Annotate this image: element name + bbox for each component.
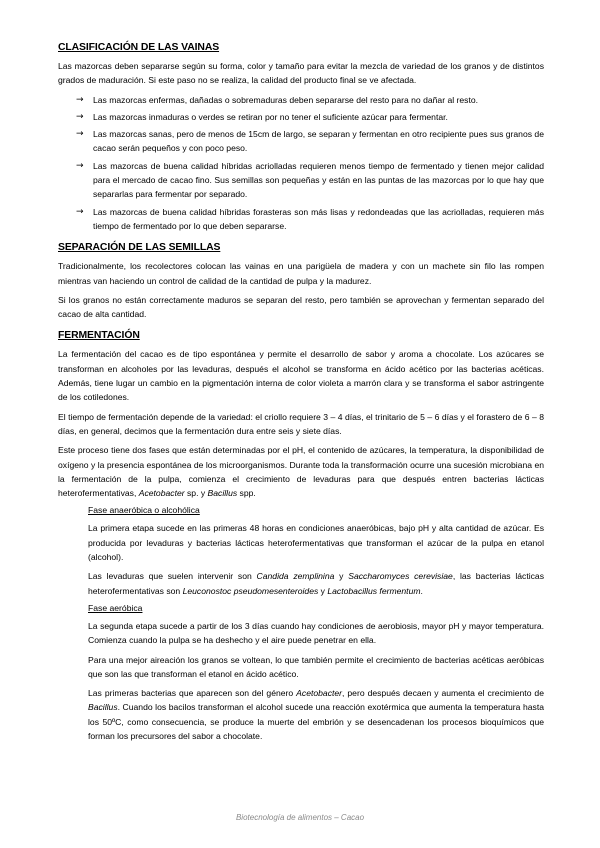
section-fermentacion [58,330,544,743]
text-run: Este proceso tiene dos fases que están determinadas por el pH, el contenido de azúcares, la temperatura, la disponibilidad de oxígeno y la presencia espontánea de los microorganismos. Durante toda la transformación ocurre una sucesión microbiana en la fermentación de la pulpa, comienza el crecimiento de levaduras para que después entren bacterias lácticas heterofermentativas, [58,445,544,499]
paragraph: La primera etapa sucede en las primeras 48 horas en condiciones anaeróbicas, bajo pH y alta cantidad de azúcar. Es producida por levaduras y bacterias lácticas heterofermentativas que transforman el azúcar de la pulpa en etanol (alcohol). [88,523,544,563]
text-run-italic: Acetobacter [138,488,185,499]
arrow-icon: → [76,206,84,217]
text-run: y [334,571,349,582]
paragraph [88,686,544,743]
text-run-italic: Acetobacter [296,688,343,699]
text-run: Las levaduras que suelen intervenir son [88,571,257,582]
paragraph: La fermentación del cacao es de tipo espontánea y permite el desarrollo de sabor y aroma a chocolate. Los azúcares se transforman en alcoholes por las levaduras, después el alcohol se transforma en ácido acético por las bacterias acéticas. Además, tiene lugar un cambio en la pigmentación interna de color violeta a marrón clara y se transforma el sabor astringente de los cotiledones. [58,349,544,403]
paragraph: Tradicionalmente, los recolectores colocan las vainas en una parigüela de madera y con un machete sin filo las rompen mientras van haciendo un control de calidad de la cantidad de pulpa y la madurez. [58,261,544,286]
paragraph: Si los granos no están correctamente maduros se separan del resto, pero también se aprovechan y fermentan separado del cacao de alta cantidad. [58,294,544,320]
arrow-icon: → [76,111,84,122]
paragraph: Para una mejor aireación los granos se voltean, lo que también permite el crecimiento de bacterias acéticas aeróbicas que son las que transforman el etanol en ácido acético. [88,654,544,679]
subsection-aerobica [88,603,544,743]
section-separacion [58,242,544,321]
list-item-text: Las mazorcas enfermas, dañadas o sobremaduras deben separarse del resto para no dañar al resto. [93,94,479,105]
section-title: FERMENTACIÓN [58,330,140,342]
text-run: y [318,585,328,596]
arrow-icon: → [76,94,84,105]
text-run-italic: Leuconostoc pseudomesenteroides [182,585,319,596]
text-run: , las bacterias lácticas heterofermentativas son [88,571,545,596]
text-run-italic: Lactobacillus fermentum [327,585,421,596]
section-title: SEPARACIÓN DE LAS SEMILLAS [58,242,221,254]
text-run: sp. y [184,488,208,499]
section-title: CLASIFICACIÓN DE LAS VAINAS [58,42,220,53]
list-item [58,127,544,156]
subsection-title: Fase aeróbica [88,602,143,613]
paragraph [88,569,544,598]
list-item-text: Las mazorcas de buena calidad híbridas forasteras son más lisas y redondeadas que las acriolladas, requieren más tiempo de fermentado por lo que deben separarse. [93,206,544,231]
text-run: spp. [237,488,256,499]
paragraph: Las mazorcas deben separarse según su forma, color y tamaño para evitar la mezcla de variedad de los granos y de distintos grados de maduración. Si este paso no se realiza, la calidad del producto final se ve afectada. [58,61,544,86]
section-clasificacion [58,42,544,233]
arrow-icon: → [76,129,84,140]
text-run-italic: Saccharomyces cerevisiae [348,571,453,582]
paragraph: La segunda etapa sucede a partir de los 3 días cuando hay condiciones de aerobiosis, mayor pH y mayor temperatura. Comienza cuando la pulpa se ha deshecho y el aire puede penetrar en ella. [88,620,544,646]
list-item [58,93,544,107]
list-item [58,110,544,124]
paragraph [58,443,544,500]
list-item [58,159,544,202]
list-item-text: Las mazorcas inmaduras o verdes se retiran por no tener el suficiente azúcar para fermentar. [93,111,448,122]
document-page [58,42,544,748]
list-item [58,205,544,234]
text-run: . [420,585,423,596]
text-run: , pero después decaen y aumenta el crecimiento de [342,688,544,699]
paragraph: El tiempo de fermentación depende de la variedad: el criollo requiere 3 – 4 días, el trinitario de 5 – 6 días y el forastero de 6 – 8 días, en general, decimos que la fermentación dura entre seis y siete días. [58,411,544,436]
text-run-italic: Bacillus [88,702,118,713]
text-run: Las primeras bacterias que aparecen son del género [88,688,297,699]
text-run: . Cuando los bacilos transforman el alcohol sucede una reacción exotérmica que aumenta la temperatura hasta los 50ºC, como consecuencia, se produce la muerte del embrión y se desencadenan los procesos bioquímicos que forman los precursores del sabor a chocolate. [88,702,544,741]
arrow-icon: → [76,160,84,171]
page-footer: Biotecnología de alimentos – Cacao [235,813,365,822]
list-item-text: Las mazorcas sanas, pero de menos de 15cm de largo, se separan y fermentan en otro recipiente pues sus granos de cacao serán pequeños y con poco peso. [93,129,544,154]
subsection-title: Fase anaeróbica o alcohólica [88,505,200,516]
text-run-italic: Bacillus [207,488,238,499]
text-run-italic: Candida zemplinina [256,571,335,582]
list-item-text: Las mazorcas de buena calidad híbridas acriolladas requieren menos tiempo de fermentado y tienen mejor calidad para el mercado de cacao fino. Sus semillas son pequeñas y están en las puntas de las mazorcas por lo que hay que separarlas para fermentar por separado. [93,160,544,200]
arrow-list [58,93,544,234]
subsection-anaerobica [88,505,544,597]
